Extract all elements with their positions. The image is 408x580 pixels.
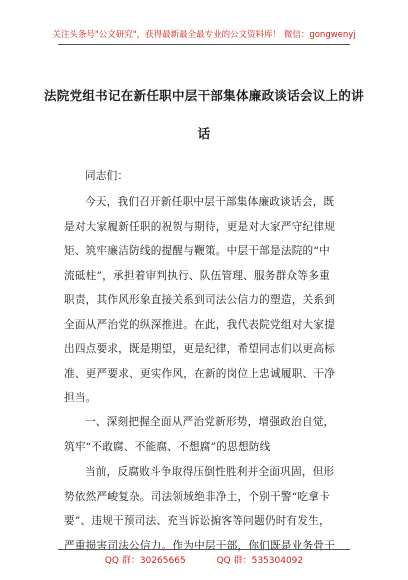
header-divider	[58, 44, 350, 45]
salutation	[64, 164, 348, 189]
paragraph-1	[64, 190, 348, 411]
footer-qq-group-2: QQ 群：535304092	[216, 556, 304, 566]
paragraph-line: 要”、违规干预司法、充当诉讼掮客等问题仍时有发生，	[64, 515, 330, 527]
paragraph-line: 严重损害司法公信力。作为中层干部，你们既是业务骨干	[64, 539, 336, 552]
salutation-text: 同志们：	[85, 170, 129, 182]
footer-divider	[58, 549, 350, 550]
paragraph-line: 矩、筑牢廉洁防线的提醒与鞭策。中层干部是法院的“中	[64, 245, 330, 257]
paragraph-line: 职责，其作风形象直接关系到司法公信力的塑造，关系到	[64, 294, 336, 306]
paragraph-line: 当前，反腐败斗争取得压倒性胜利并全面巩固，但形	[85, 466, 335, 478]
footer	[0, 553, 408, 566]
paragraph-line: 势依然严峻复杂。司法领域绝非净土，个别干警“吃拿卡	[64, 490, 330, 503]
paragraph-line: 全面从严治党的纵深推进。在此，我代表院党组对大家提	[64, 318, 336, 331]
document-title-line-2: 话	[197, 126, 211, 141]
heading-line: 一、深刻把握全面从严治党新形势，增强政治自觉，	[85, 416, 335, 428]
header-note: 关注头条号"公文研究"，获得最新最全最专业的公文资料库！ 微信：gongwenyj	[52, 30, 356, 40]
document-title-line-1: 法院党组书记在新任职中层干部集体廉政谈话会议上的讲	[43, 88, 364, 103]
paragraph-line: 担当。	[64, 392, 97, 404]
paragraph-line: 是对大家履新任职的祝贺与期待，更是对大家严守纪律规	[64, 220, 336, 233]
heading-line: 筑牢“不敢腐、不能腐、不想腐”的思想防线	[64, 440, 271, 453]
paragraph-line: 出四点要求，既是期望，更是纪律，希望同志们以更高标	[64, 343, 336, 355]
paragraph-2	[64, 460, 348, 558]
paragraph-line: 今天，我们召开新任职中层干部集体廉政谈话会，既	[85, 196, 335, 208]
footer-qq-group-1: QQ 群：30265665	[104, 556, 186, 566]
paragraph-line: 准、更严要求、更实作风，在新的岗位上忠诚履职、干净	[64, 367, 336, 380]
section-1-heading	[64, 410, 348, 459]
paragraph-line: 流砥柱”，承担着审判执行、队伍管理、服务群众等多重	[64, 269, 330, 282]
